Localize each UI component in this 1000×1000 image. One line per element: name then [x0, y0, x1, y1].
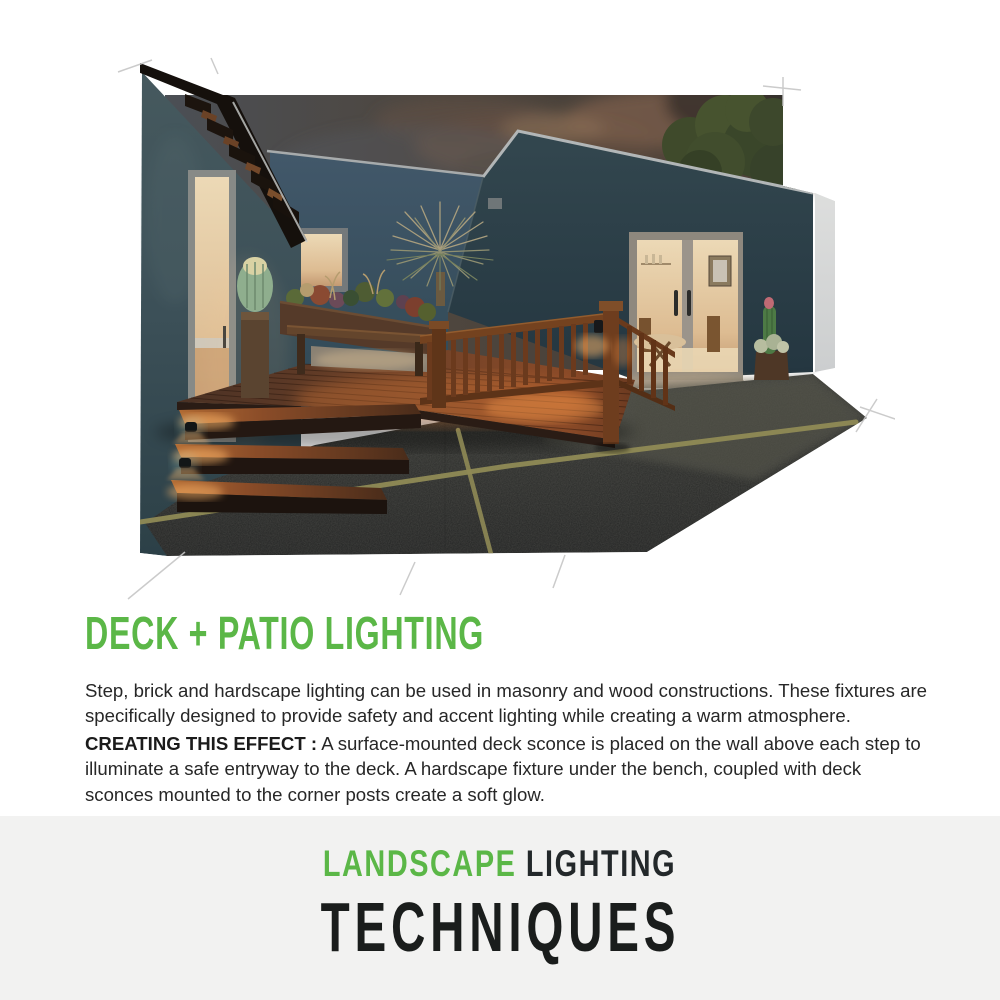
door-handle	[674, 290, 678, 316]
step-light-fixture	[185, 422, 197, 432]
deck-patio-illustration	[115, 50, 895, 600]
brand-word-landscape: LANDSCAPE	[323, 843, 517, 884]
section-heading	[85, 606, 655, 660]
dining-chair	[707, 316, 720, 352]
door-handle	[687, 290, 691, 316]
effect-paragraph	[85, 731, 933, 808]
cactus-flower	[764, 297, 774, 309]
footer-band	[0, 816, 1000, 1000]
effect-text: A surface-mounted deck sconce is placed on the wall above each step to illuminate a safe entryway to the deck. A hardscape fixture under the bench, coupled with deck sconces mounted to the corner posts create a soft glow.	[85, 732, 921, 805]
section-heading-text: DECK + PATIO LIGHTING	[85, 607, 485, 659]
wall-vent	[488, 198, 502, 209]
series-title	[0, 887, 1000, 967]
barrel-cactus	[237, 257, 273, 398]
side-panel	[815, 193, 835, 372]
sconce-glow	[575, 335, 609, 357]
hardscape-light-glow	[315, 350, 425, 370]
post-sconce-light	[594, 320, 603, 333]
deck-steps	[167, 404, 421, 514]
step-light-fixture	[179, 458, 191, 468]
railing-post	[432, 326, 446, 408]
effect-label: CREATING THIS EFFECT :	[85, 732, 318, 754]
intro-paragraph: Step, brick and hardscape lighting can be used in masonry and wood constructions. These fixtures are specifically designed to provide safety and accent lighting while creating a warm atmosphere.	[85, 679, 928, 727]
brand-line	[0, 843, 1000, 885]
french-doors	[616, 232, 760, 400]
corner-post	[603, 308, 619, 444]
brand-word-lighting: LIGHTING	[526, 843, 677, 884]
series-title-text: TECHNIQUES	[320, 888, 680, 966]
